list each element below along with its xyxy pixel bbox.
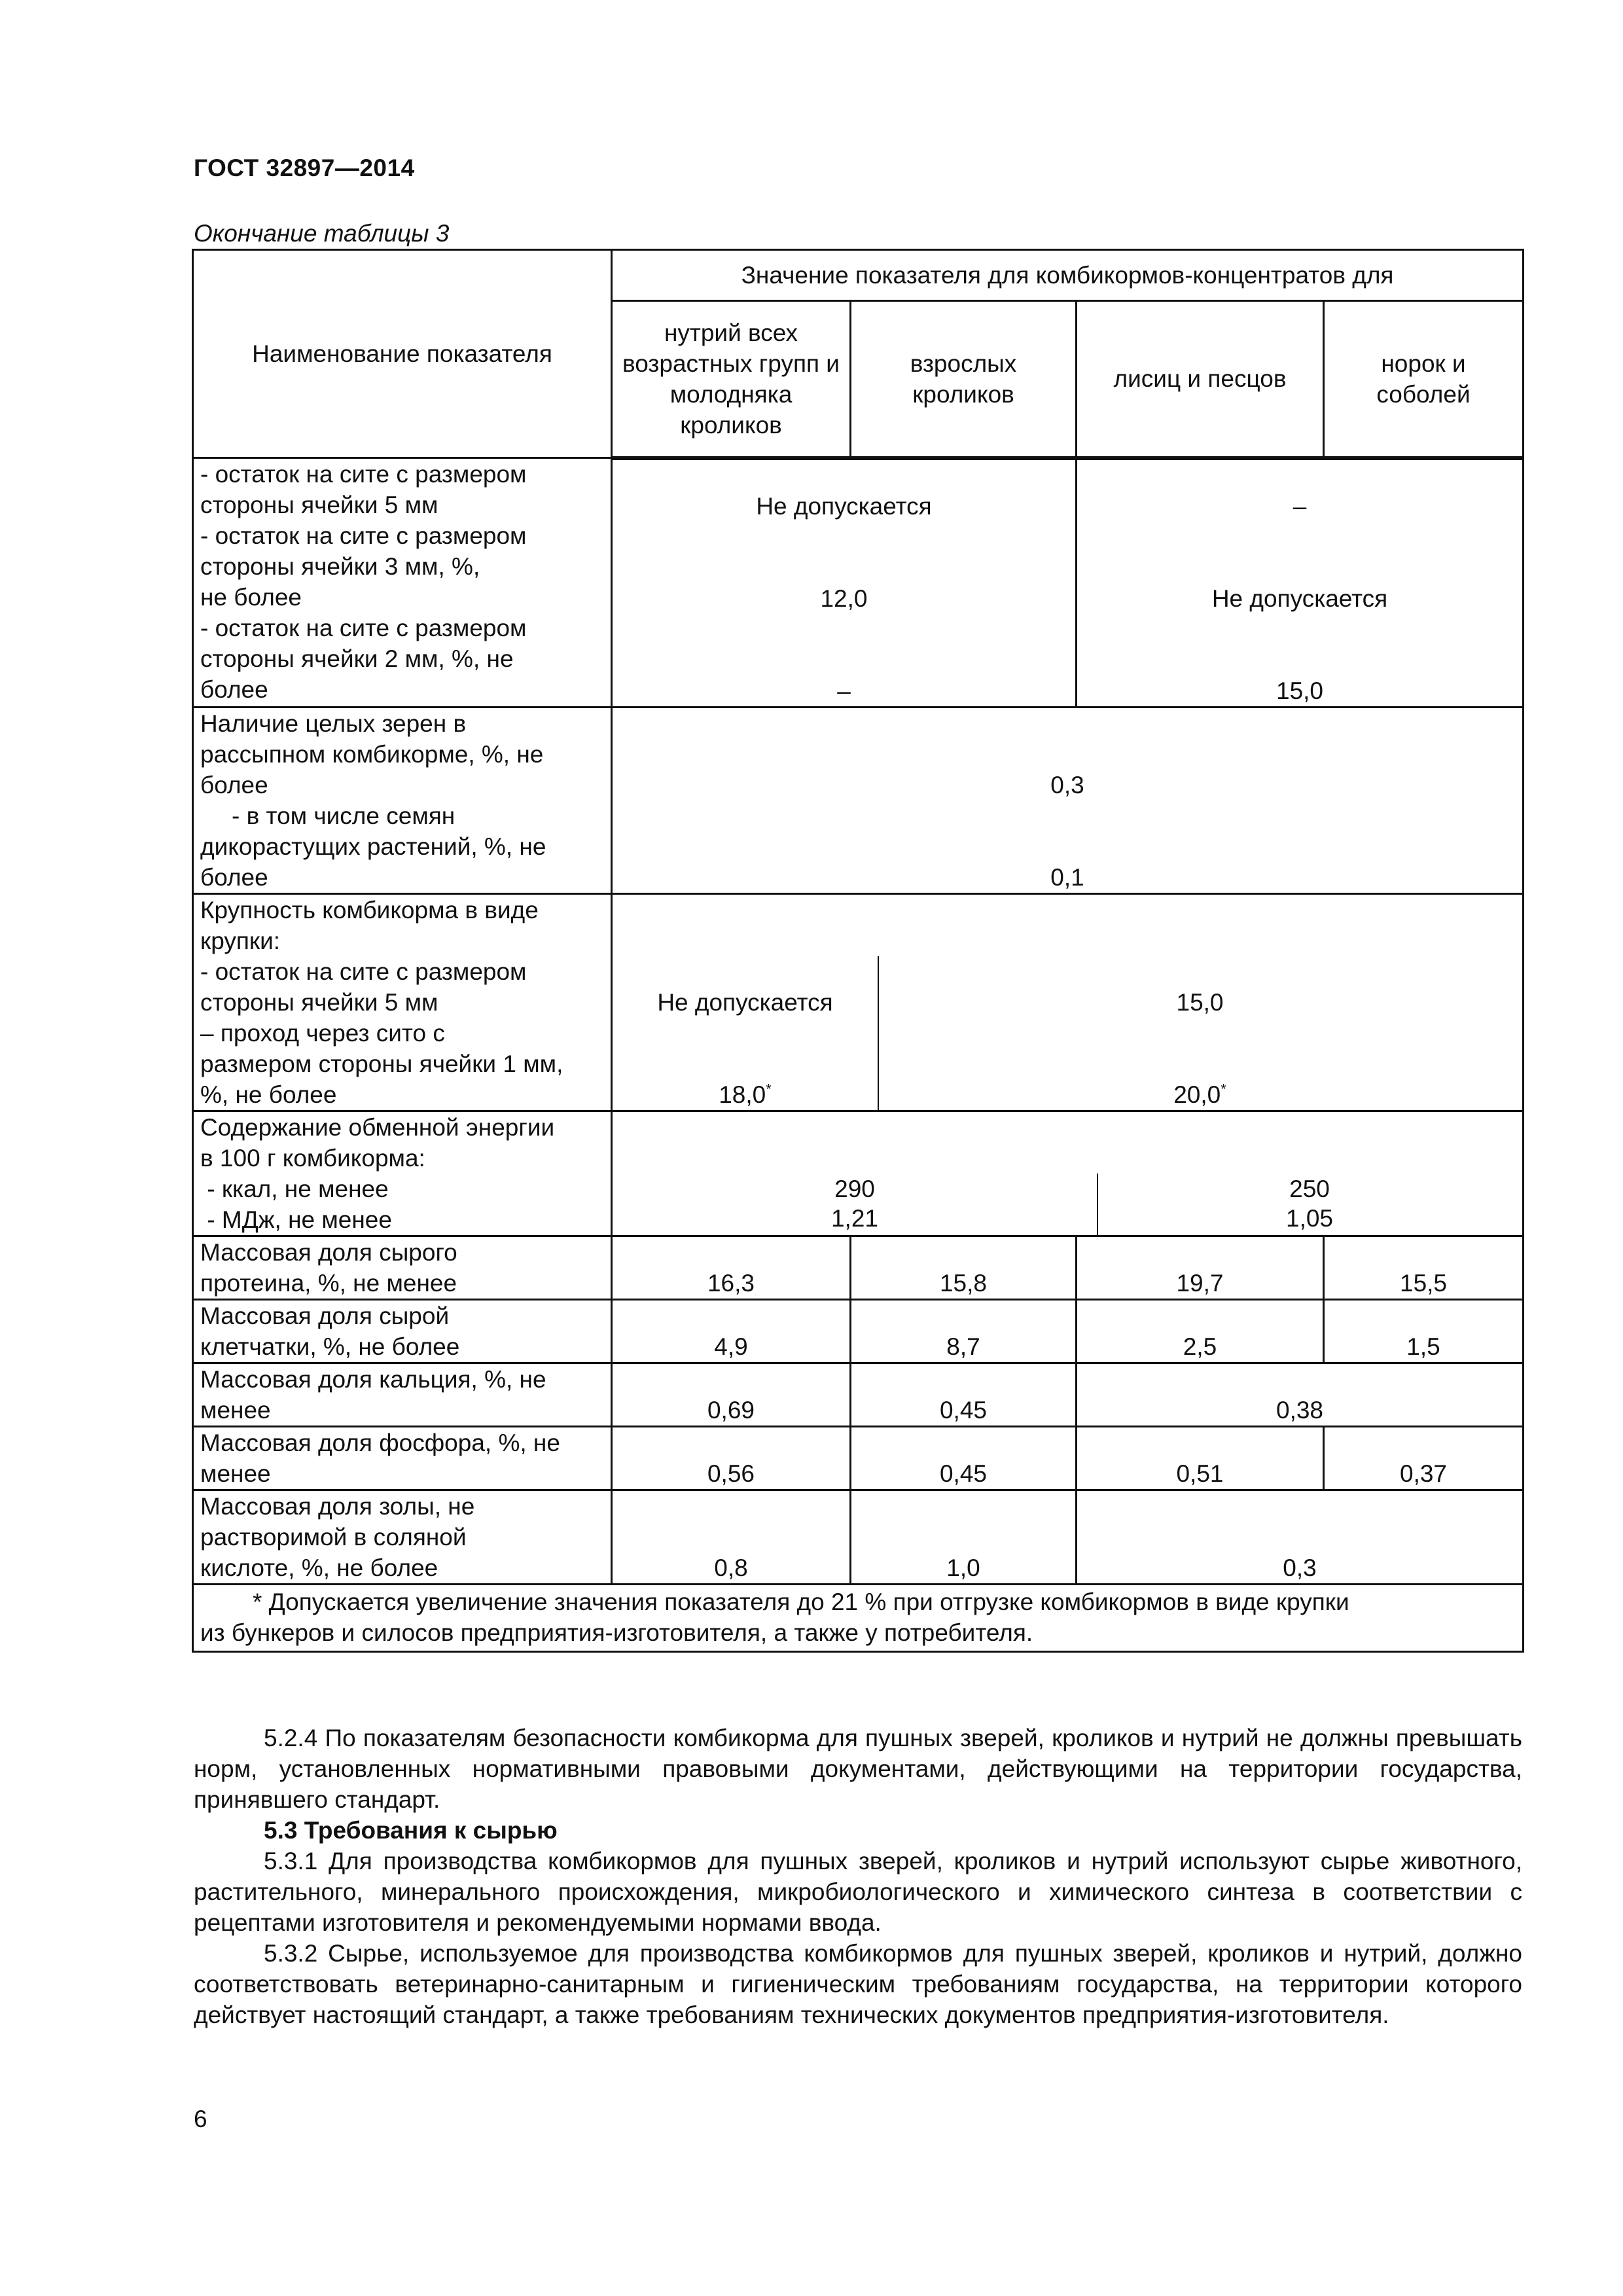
row-name-line: более	[200, 676, 268, 703]
row-name-line: - остаток на сите с размером	[200, 522, 527, 549]
phosphorus-value-minks: 0,37	[1324, 1426, 1524, 1490]
row-name-line: - ккал, не менее	[200, 1175, 389, 1202]
row-name-line: Крупность комбикорма в виде	[200, 896, 539, 924]
row-name-line: – проход через сито с	[200, 1019, 445, 1047]
protein-value-adult-rabbits: 15,8	[851, 1236, 1077, 1299]
row-name-line: стороны ячейки 5 мм	[200, 988, 438, 1016]
document-code: ГОСТ 32897—2014	[194, 154, 415, 181]
calcium-value-fur: 0,38	[1077, 1363, 1524, 1426]
calcium-value-nutria: 0,69	[612, 1363, 851, 1426]
footnote-line: из бункеров и силосов предприятия-изготовителя, а также у потребителя.	[200, 1619, 1033, 1646]
table-caption: Окончание таблицы 3	[194, 220, 450, 247]
footnote-mark: *	[1221, 1081, 1226, 1098]
energy-value: 1,21	[830, 1204, 878, 1232]
sieve-values-fur	[1077, 458, 1524, 708]
ash-value-fur: 0,3	[1077, 1490, 1524, 1584]
row-name-line: рассыпном комбикорме, %, не	[200, 740, 544, 768]
granule-values-nutria	[613, 895, 878, 1110]
sieve-value: Не допускается	[756, 492, 932, 520]
row-name-fiber	[193, 1299, 612, 1363]
phosphorus-value-foxes: 0,51	[1077, 1426, 1324, 1490]
body-text	[194, 1723, 1522, 2030]
granule-values-others	[878, 895, 1522, 1110]
col-header-foxes: лисиц и песцов	[1077, 301, 1324, 458]
row-name-line: стороны ячейки 2 мм, %, не	[200, 645, 514, 672]
energy-values-rabbits	[613, 1112, 1097, 1235]
row-name-line: размером стороны ячейки 1 мм,	[200, 1050, 563, 1077]
name-column-header-text: Наименование показателя	[252, 340, 552, 367]
row-name-line: кислоте, %, не более	[200, 1554, 438, 1581]
row-name-line: Наличие целых зерен в	[200, 709, 467, 737]
sieve-values-rabbits	[612, 458, 1077, 708]
ash-value-nutria: 0,8	[612, 1490, 851, 1584]
row-name-line: растворимой в соляной	[200, 1523, 467, 1551]
paragraph-5-2-4: 5.2.4 По показателям безопасности комбикорма для пушных зверей, кроликов и нутрий не должны превышать норм, установленных нормативными правовыми документами, действующими на территории государства, принявшего стандарт.	[194, 1725, 1522, 1813]
col-header-minks: норок и соболей	[1324, 301, 1524, 458]
phosphorus-value-nutria: 0,56	[612, 1426, 851, 1490]
row-name-protein	[193, 1236, 612, 1299]
fiber-value-adult-rabbits: 8,7	[851, 1299, 1077, 1363]
table-row-fiber	[193, 1299, 1524, 1363]
sieve-value: 12,0	[820, 584, 868, 612]
energy-values	[612, 1111, 1524, 1236]
table-row-whole-grains	[193, 707, 1524, 893]
col-header-nutria: нутрий всех возрастных групп и молодняка кроликов	[612, 301, 851, 458]
row-name-phosphorus	[193, 1426, 612, 1490]
row-name-line: %, не более	[200, 1081, 337, 1108]
protein-value-nutria: 16,3	[612, 1236, 851, 1299]
row-name-line: - в том числе семян	[232, 802, 455, 829]
footnote-mark: *	[766, 1081, 772, 1098]
row-name-energy	[193, 1111, 612, 1236]
row-name-line: Массовая доля сырого	[200, 1238, 457, 1266]
energy-values-fur	[1097, 1112, 1522, 1235]
row-name-line: Массовая доля золы, не	[200, 1492, 475, 1520]
row-name-line: не более	[200, 584, 302, 611]
table-row-protein	[193, 1236, 1524, 1299]
row-name-line: Содержание обменной энергии	[200, 1113, 555, 1141]
footnote-line: * Допускается увеличение значения показателя до 21 % при отгрузке комбикормов в виде крупки	[253, 1588, 1349, 1615]
sieve-value: –	[1293, 492, 1307, 520]
protein-value-minks: 15,5	[1324, 1236, 1524, 1299]
paragraph-5-3-1: 5.3.1 Для производства комбикормов для пушных зверей, кроликов и нутрий используют сырье животного, растительного, минерального происхождения, микробиологического и химического синтеза в соответствии с рецептами изготовителя и рекомендуемыми нормами ввода.	[194, 1848, 1522, 1936]
row-name-line: - МДж, не менее	[200, 1206, 392, 1233]
row-name-line: в 100 г комбикорма:	[200, 1144, 425, 1172]
table-row-footnote	[193, 1584, 1524, 1651]
paragraph-5-3-2: 5.3.2 Сырье, используемое для производства комбикормов для пушных зверей, кроликов и нутрий, должно соответствовать ветеринарно-санитарным и гигиеническим требованиям государства, на территории которого действует настоящий стандарт, а также требованиям технических документов предприятия-изготовителя.	[194, 1940, 1522, 2028]
ash-value-adult-rabbits: 1,0	[851, 1490, 1077, 1584]
row-name-line: дикорастущих растений, %, не	[200, 833, 546, 860]
sieve-value: –	[837, 677, 851, 704]
energy-value: 1,05	[1286, 1204, 1334, 1232]
page-number: 6	[194, 2106, 207, 2132]
row-name-line: менее	[200, 1460, 271, 1487]
table-row-calcium	[193, 1363, 1524, 1426]
whole-grains-value: 0,1	[1050, 863, 1084, 891]
row-name-line: менее	[200, 1396, 271, 1424]
table-row-ash	[193, 1490, 1524, 1584]
row-name-line: Массовая доля фосфора, %, не	[200, 1429, 560, 1456]
row-name-line: - остаток на сите с размером	[200, 615, 527, 641]
row-name-line: Массовая доля кальция, %, не	[200, 1365, 546, 1393]
granule-value: 15,0	[1176, 988, 1224, 1016]
row-name-line: более	[200, 863, 268, 891]
energy-value: 250	[1289, 1175, 1330, 1202]
energy-value: 290	[834, 1175, 875, 1202]
row-name-granule	[193, 893, 612, 1111]
row-name-line: более	[200, 771, 268, 798]
row-name-whole-grains	[193, 707, 612, 893]
fiber-value-nutria: 4,9	[612, 1299, 851, 1363]
phosphorus-value-adult-rabbits: 0,45	[851, 1426, 1077, 1490]
whole-grains-value: 0,3	[1050, 771, 1084, 798]
granule-value: 20,0	[1173, 1081, 1221, 1108]
calcium-value-adult-rabbits: 0,45	[851, 1363, 1077, 1426]
row-name-line: протеина, %, не менее	[200, 1269, 457, 1297]
table-row-phosphorus	[193, 1426, 1524, 1490]
row-name-calcium	[193, 1363, 612, 1426]
whole-grains-values	[612, 707, 1524, 893]
fiber-value-minks: 1,5	[1324, 1299, 1524, 1363]
name-column-header	[193, 250, 612, 458]
row-name-ash	[193, 1490, 612, 1584]
requirements-table	[192, 249, 1524, 1653]
row-name-line: клетчатки, %, не более	[200, 1333, 460, 1360]
row-name-sieve	[193, 458, 612, 708]
row-name-line: стороны ячейки 5 мм	[200, 492, 438, 518]
fiber-value-foxes: 2,5	[1077, 1299, 1324, 1363]
granule-value: 18,0	[719, 1081, 766, 1108]
protein-value-foxes: 19,7	[1077, 1236, 1324, 1299]
table-row-sieve	[193, 458, 1524, 708]
granule-value: Не допускается	[657, 988, 833, 1016]
table-row-granule	[193, 893, 1524, 1111]
row-name-line: - остаток на сите с размером	[200, 958, 527, 985]
table-footnote	[193, 1584, 1524, 1651]
row-name-line: крупки:	[200, 927, 281, 954]
table-row-energy	[193, 1111, 1524, 1236]
col-header-adult-rabbits: взрослых кроликов	[851, 301, 1077, 458]
row-name-line: Массовая доля сырой	[200, 1302, 450, 1329]
sieve-value: Не допускается	[1211, 584, 1388, 612]
group-header: Значение показателя для комбикормов-концентратов для	[612, 250, 1524, 301]
section-heading-5-3: 5.3 Требования к сырью	[264, 1817, 558, 1844]
sieve-value: 15,0	[1276, 677, 1324, 704]
granule-values	[612, 893, 1524, 1111]
row-name-line: - остаток на сите с размером	[200, 461, 527, 488]
row-name-line: стороны ячейки 3 мм, %,	[200, 553, 480, 580]
